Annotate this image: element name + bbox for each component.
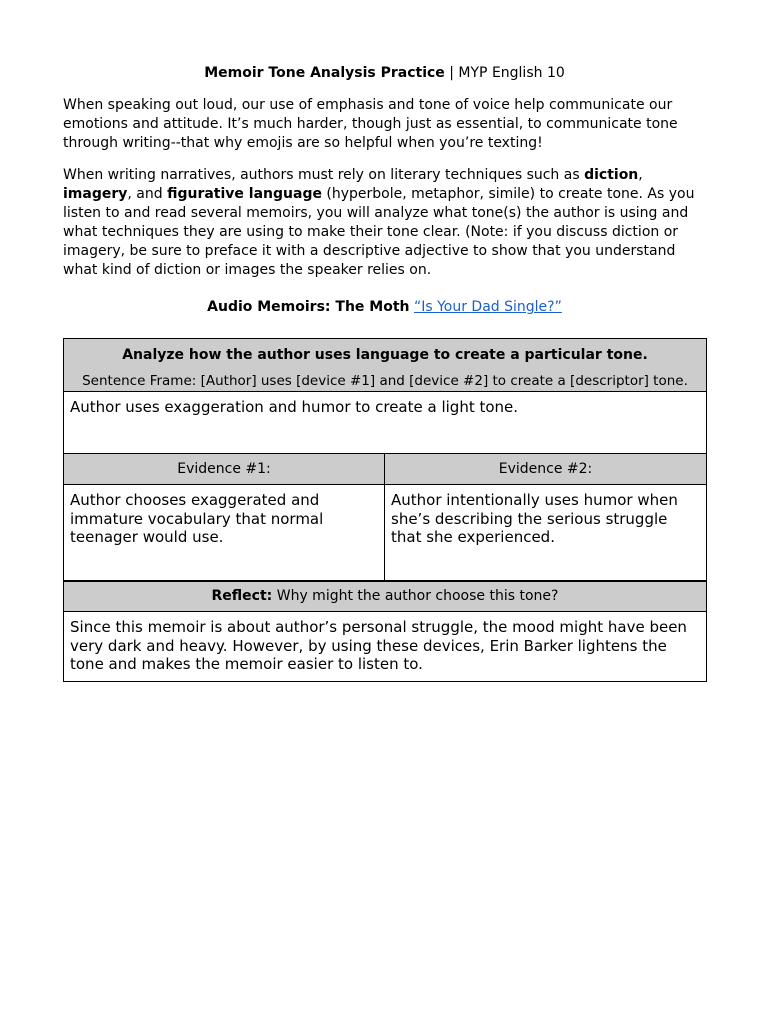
title-course: | MYP English 10 xyxy=(444,65,565,81)
reflect-label: Reflect: xyxy=(211,587,273,604)
intro-paragraph-1: When speaking out loud, our use of emphasis and tone of voice help communicate our emotions and attitude. It’s much harder, though just as essential, to communicate tone through writing--that why emojis are so helpful when you’re texting! xyxy=(63,97,678,151)
prompt-title: Analyze how the author uses language to create a particular tone. xyxy=(122,347,648,363)
para2-text-d: (hyperbole, metaphor, simile) to create tone. As you listen to and read several memoirs, you will analyze what tone(s) the author is using and what techniques they are using to make their tone clear. (Note: if you discuss diction or imagery, be sure to preface it with a descriptive adjective to show that you understand what kind of diction or images the speaker relies on. xyxy=(63,186,695,278)
sentence-frame: Sentence Frame: [Author] uses [device #1] and [device #2] to create a [descriptor] tone. xyxy=(82,373,688,389)
evidence-1-header: Evidence #1: xyxy=(64,454,385,485)
tone-analysis-table xyxy=(63,338,707,682)
evidence-2-answer[interactable]: Author intentionally uses humor when she’s describing the serious struggle that she experienced. xyxy=(385,485,707,581)
para2-text-b: , xyxy=(638,167,643,183)
document-title xyxy=(63,64,706,82)
reflect-answer[interactable]: Since this memoir is about author’s personal struggle, the mood might have been very dark and heavy. However, by using these devices, Erin Barker lightens the tone and makes the memoir easier to listen to. xyxy=(64,612,707,682)
tone-answer-cell[interactable]: Author uses exaggeration and humor to create a light tone. xyxy=(64,392,707,454)
reflect-question: Why might the author choose this tone? xyxy=(272,587,559,604)
evidence-2-header: Evidence #2: xyxy=(385,454,707,485)
audio-memoir-line xyxy=(63,298,706,316)
title-bold: Memoir Tone Analysis Practice xyxy=(204,65,445,81)
reflect-header xyxy=(64,581,707,612)
intro-paragraph-2 xyxy=(63,166,706,280)
para2-text-a: When writing narratives, authors must rely on literary techniques such as xyxy=(63,167,585,183)
evidence-1-answer[interactable]: Author chooses exaggerated and immature vocabulary that normal teenager would use. xyxy=(64,485,385,581)
memoir-link[interactable]: “Is Your Dad Single?” xyxy=(413,299,562,315)
term-diction: diction xyxy=(584,167,639,183)
prompt-header-cell xyxy=(64,339,707,392)
para2-text-c: , and xyxy=(127,186,168,202)
audio-label: Audio Memoirs: The Moth xyxy=(207,299,410,315)
term-figurative-language: figurative language xyxy=(167,186,322,202)
term-imagery: imagery xyxy=(63,186,128,202)
